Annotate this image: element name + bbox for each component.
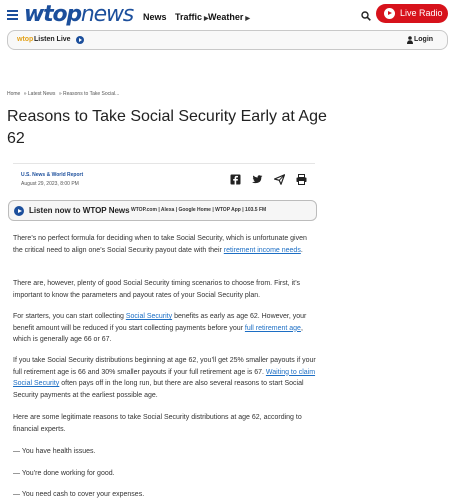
list-item: — You have health issues. [13,448,96,455]
breadcrumb-home[interactable]: Home [7,91,21,97]
article-paragraph: There’s no perfect formula for deciding when to take Social Security, which is unfortunate given the critical need to align one’s Social Security payout date with their retirement income needs. [13,235,307,254]
print-icon[interactable] [296,174,307,185]
breadcrumb-latest-news[interactable]: » Latest News [23,91,56,97]
live-radio-button[interactable]: Live Radio [376,4,448,23]
wtop-mini-logo: wtop [17,36,34,43]
facebook-icon[interactable] [230,174,241,185]
article-paragraph: If you take Social Security distributions beginning at age 62, you’ll get 25% smaller payouts if your full retirement age is 66 and 30% smaller payouts if your full retirement age is 67. Waiting to claim Social Security often pays off in the long run, but there are also several reasons to start Social Security payments at the earliest possible age. [13,357,316,399]
full-retirement-age-link[interactable]: full retirement age [244,324,301,332]
menu-icon[interactable] [7,10,18,20]
divider [13,163,315,164]
nav-news[interactable]: News [143,12,167,22]
retirement-income-link[interactable]: retirement income needs [223,246,301,254]
chevron-right-icon: ▶ [204,16,209,22]
article-paragraph: For starters, you can start collecting Social Security benefits as early as age 62. However, your benefit amount will be reduced if you start collecting payments before your full retirement age, which is generally age 66 or 67. [13,313,307,343]
waiting-to-claim-link[interactable]: Waiting to claim Social Security [13,368,316,387]
list-item: — You’re done working for good. [13,470,115,477]
article-paragraph: There are, however, plenty of good Social Security timing scenarios to choose from. First, it’s important to know the parameters and payout rates of your Social Security plan. [13,280,300,299]
send-icon[interactable] [274,174,285,185]
login-link[interactable]: Login [414,36,434,43]
article-paragraph: Here are some legitimate reasons to take Social Security distributions at age 62, according to financial experts. [13,414,302,433]
article-source[interactable]: U.S. News & World Report [21,172,84,178]
listen-live-label[interactable]: Listen Live [34,36,71,43]
page-title: Reasons to Take Social Security Early at Age 62 [7,108,327,147]
user-icon [407,36,413,44]
chevron-right-icon: ▶ [245,16,250,22]
article-date: August 29, 2023, 8:00 PM [21,181,79,187]
listen-now-box[interactable] [8,200,317,221]
nav-weather[interactable]: Weather ▶ [208,12,250,22]
listen-live-bar [7,30,448,50]
listen-platforms: WTOP.com | Alexa | Google Home | WTOP App | 103.5 FM [131,207,267,213]
breadcrumb [7,91,121,97]
breadcrumb-current: » Reasons to Take Social... [58,91,120,97]
twitter-icon[interactable] [252,174,263,185]
site-header [0,0,455,30]
listen-now-heading: Listen now to WTOP News [29,206,130,215]
list-item: — You need cash to cover your expenses. [13,491,145,498]
nav-traffic[interactable]: Traffic ▶ [175,12,209,22]
play-icon[interactable] [14,206,24,216]
social-security-link[interactable]: Social Security [125,313,173,320]
search-icon[interactable] [361,11,371,21]
play-icon[interactable] [76,36,84,44]
site-logo[interactable]: wtopnews [24,2,134,27]
play-icon [384,8,395,19]
